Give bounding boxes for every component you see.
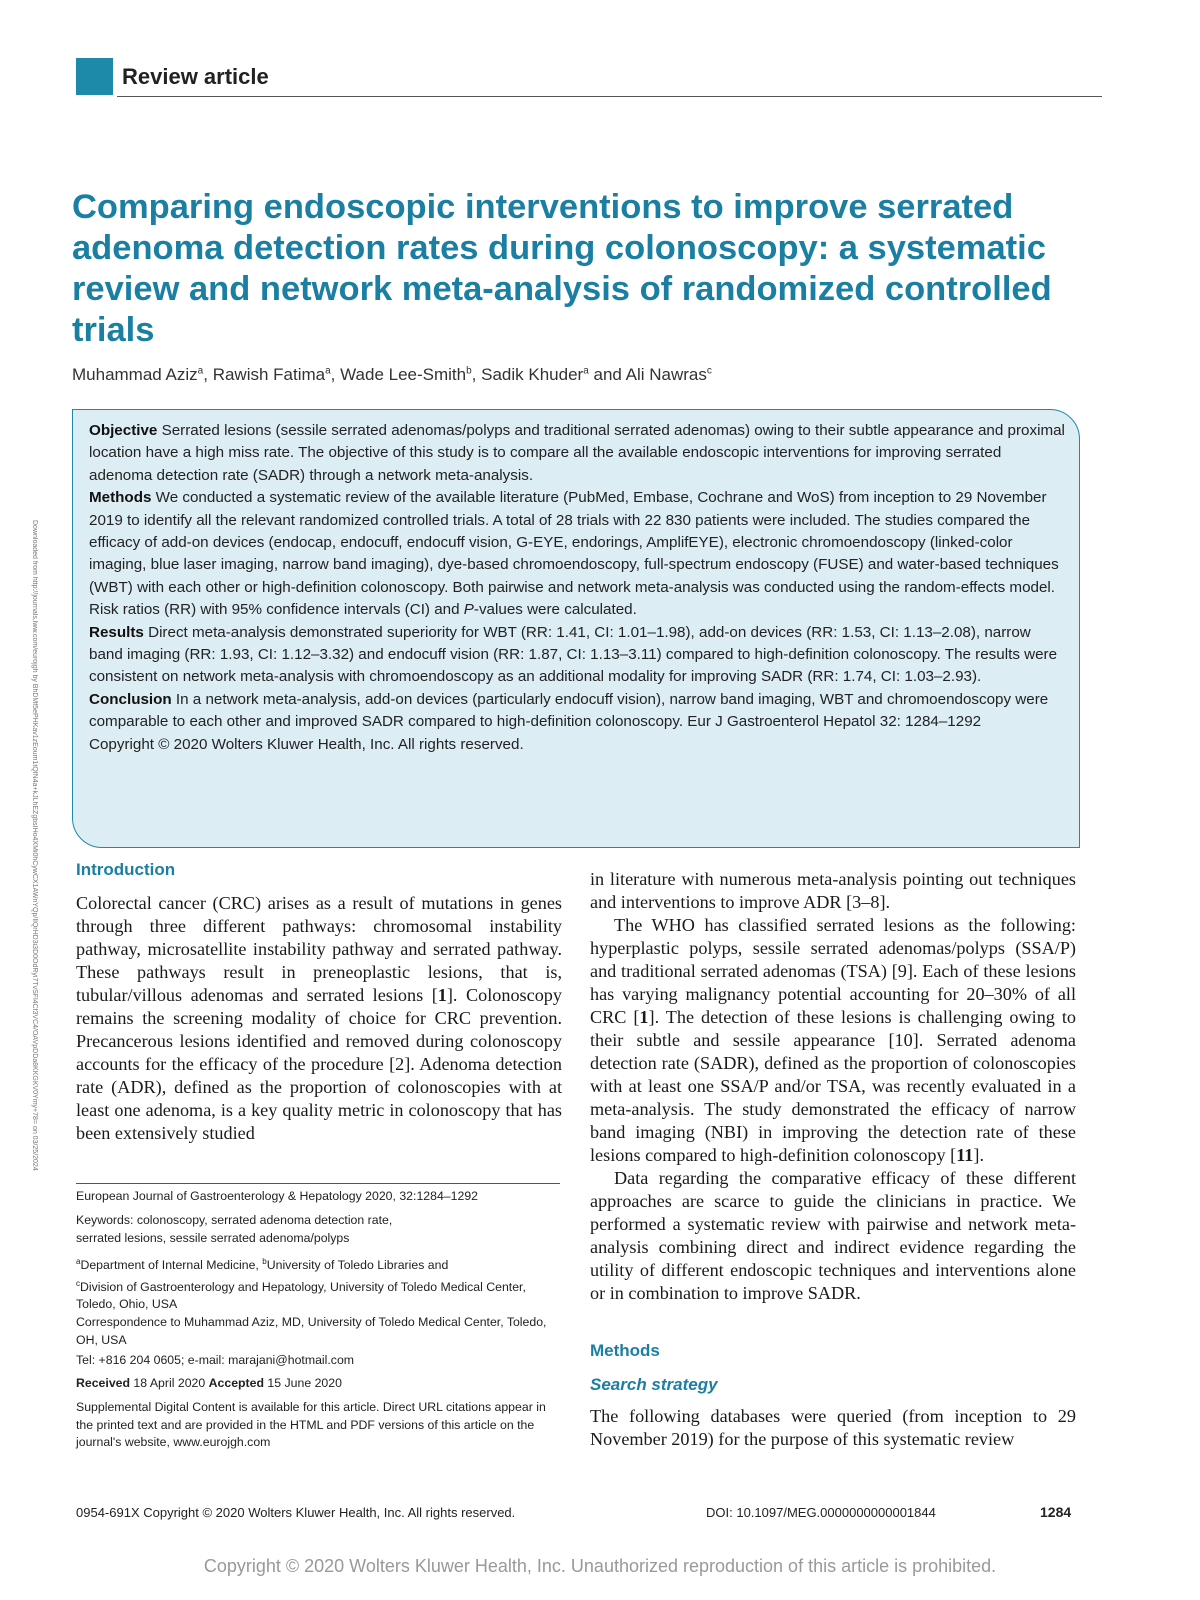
keywords-line: serrated lesions, sessile serrated adenoma/polyps [76, 1230, 350, 1245]
received-label: Received [76, 1376, 131, 1390]
abstract-objective-text: Serrated lesions (sessile serrated adenomas/polyps and traditional serrated adenomas) owing to their subtle appearance and proximal location have a high miss rate. The objective of this study is to compare all the available endoscopic interventions for improving serrated adenoma detection rate (SADR) through a network meta-analysis. [89, 422, 1065, 484]
abstract-results-text: Direct meta-analysis demonstrated superiority for WBT (RR: 1.41, CI: 1.01–1.98), add-on devices (RR: 1.53, CI: 1.13–2.08), narrow band imaging (RR: 1.93, CI: 1.12–3.32) and endocuff vision (RR: 1.87, CI: 1.13–3.11) compared to high-definition colonoscopy. The results were consistent on network meta-analysis with chromoendoscopy as an additional modality for improving SADR (RR: 1.74, CI: 1.03–2.93). [89, 623, 1058, 686]
page-number: 1284 [1040, 1504, 1072, 1520]
intro-text: ]. [973, 1145, 984, 1165]
dates [76, 1375, 566, 1393]
abstract-results-label: Results [89, 623, 144, 641]
citation-ref: 1 [437, 985, 447, 1005]
citation-ref: 11 [956, 1145, 974, 1165]
abstract-objective-label: Objective [89, 422, 158, 439]
body-column-left [76, 860, 562, 1145]
section-heading-methods: Methods [590, 1341, 660, 1360]
abstract-box [72, 409, 1080, 848]
author-affiliation-mark: a [325, 365, 331, 377]
header-rule [117, 96, 1102, 97]
copyright-watermark: Copyright © 2020 Wolters Kluwer Health, Inc. Unauthorized reproduction of this article is prohibited. [203, 1556, 997, 1576]
author-name: Sadik Khuder [481, 365, 584, 384]
author-name: Rawish Fatima [212, 365, 326, 384]
abstract-text [89, 420, 1065, 756]
affiliation-c: Division of Gastroenterology and Hepatology, University of Toledo Medical Center, Toledo, Ohio, USA [76, 1279, 526, 1312]
abstract-p-symbol: P [463, 601, 474, 619]
keywords-line: Keywords: colonoscopy, serrated adenoma detection rate, [76, 1213, 393, 1227]
affiliation-mark: b [262, 1257, 267, 1266]
intro-text: ]. Colonoscopy remains the screening modality of choice for CRC prevention. Precancerous lesions identified and removed during colonoscopy accounts for the efficacy of the procedure [2]. Adenoma detection rate (ADR), defined as the proportion of colonoscopies with at least one adenoma, is a key quality metric in colonoscopy that has been extensively studied [76, 985, 562, 1143]
author-separator: , [471, 365, 482, 384]
side-download-text: Downloaded from http://journals.lww.com/eurojgh by BhDMf5ePHKav1zEoum1tQfN4a+kJLhEZgbsIHo4XMi0hCywCX1AWnYQp/IlQrHD3i3D0OdRyi7TvSFl4Cf3VC4/OAVpDDa8KKGKV0Ymy+78= on 03/25/2024 [31, 520, 38, 1171]
correspondence: Correspondence to Muhammad Aziz, MD, University of Toledo Medical Center, Toledo, OH, USA [76, 1315, 547, 1347]
abstract-methods-text: We conducted a systematic review of the available literature (PubMed, Embase, Cochrane and WoS) from inception to 29 November 2019 to identify all the relevant randomized controlled trials. A total of 28 trials with 22 830 patients were included. The studies compared the efficacy of add-on devices (endocap, endocuff, endocuff vision, G-EYE, endorings, AmplifEYE), electronic chromoendoscopy (linked-color imaging, blue laser imaging, narrow band imaging), dye-based chromoendoscopy, full-spectrum endoscopy (FUSE) and water-based techniques (WBT) with each other or high-definition colonoscopy. Both pairwise and network meta-analysis was conducted using the random-effects model. Risk ratios (RR) with 95% confidence intervals (CI) and [89, 489, 1059, 619]
accepted-label: Accepted [208, 1376, 264, 1390]
body-column-right [590, 868, 1076, 1451]
abstract-copyright: Copyright © 2020 Wolters Kluwer Health, Inc. All rights reserved. [89, 735, 524, 753]
intro-paragraph-1 [76, 892, 562, 1145]
author-name: Muhammad Aziz [72, 365, 198, 384]
affiliation-mark: c [76, 1278, 80, 1288]
citation-ref: 1 [639, 1007, 649, 1027]
supplemental-note: Supplemental Digital Content is available for this article. Direct URL citations appear in the printed text and are provided in the HTML and PDF versions of this article on the journal's website, www.eurojgh.com [76, 1400, 546, 1449]
abstract-conclusion-text: In a network meta-analysis, add-on devices (particularly endocuff vision), narrow band imaging, WBT and chromoendoscopy were comparable to each other and improved SADR compared to high-definition colonoscopy. Eur J Gastroenterol Hepatol 32: 1284–1292 [89, 690, 1049, 731]
intro-paragraph-3: Data regarding the comparative efficacy of these different approaches are scarce to guide the clinicians in practice. We performed a systematic review with pairwise and network meta-analysis combining direct and indirect evidence regarding the utility of different endoscopic techniques and interventions alone or in combination to improve SADR. [590, 1168, 1076, 1303]
accepted-date: 15 June 2020 [264, 1376, 342, 1390]
abstract-methods-text-end: -values were calculated. [473, 601, 637, 619]
received-date: 18 April 2020 [130, 1376, 209, 1390]
side-download-watermark [30, 520, 38, 1240]
author-separator: and [588, 365, 626, 384]
author-separator: , [330, 365, 341, 384]
intro-paragraph-2 [590, 914, 1076, 1167]
subsection-heading-search-strategy: Search strategy [590, 1375, 718, 1394]
contact-info: Tel: +816 204 0605; e-mail: marajani@hotmail.com [76, 1353, 355, 1367]
author-name: Wade Lee-Smith [340, 365, 467, 384]
affiliation-b: University of Toledo Libraries and [266, 1258, 449, 1273]
author-separator: , [203, 365, 213, 384]
author-affiliation-mark: b [466, 365, 472, 377]
methods-paragraph-1: The following databases were queried (from inception to 29 November 2019) for the purpose of this systematic review [590, 1406, 1076, 1449]
affiliations [76, 1253, 566, 1314]
article-title: Comparing endoscopic interventions to improve serrated adenoma detection rates during colonoscopy: a systematic review and network meta-analysis of randomized controlled trials [72, 188, 1052, 349]
intro-paragraph-1-continued: in literature with numerous meta-analysis pointing out techniques and interventions to improve ADR [3–8]. [590, 869, 1076, 912]
abstract-conclusion-label: Conclusion [89, 690, 172, 708]
footnote-rule [76, 1183, 560, 1184]
intro-text: The WHO has classified serrated lesions as the following: hyperplastic polyps, sessile serrated adenomas/polyps (SSA/P) and traditional serrated adenomas (TSA) [9]. Each of these lesions has varying malignancy potential accounting for 20–30% of all CRC [ [590, 915, 1076, 1027]
author-list [72, 365, 1112, 385]
author-affiliation-mark: a [583, 365, 589, 377]
author-affiliation-mark: a [197, 365, 204, 377]
intro-text: ]. The detection of these lesions is challenging owing to their subtle and sessile appearance [10]. Serrated adenoma detection rate (SADR), defined as the proportion of colonoscopies with at least one SSA/P and/or TSA, was recently evaluated in a meta-analysis. The study demonstrated the efficacy of narrow band imaging (NBI) in improving the detection rate of these lesions compared to high-definition colonoscopy [ [590, 1007, 1077, 1165]
footer-doi: DOI: 10.1097/MEG.0000000000001844 [706, 1505, 936, 1520]
keywords [76, 1212, 566, 1247]
section-label: Review article [122, 64, 269, 89]
abstract-methods-label: Methods [89, 489, 152, 507]
section-color-block [76, 58, 113, 95]
section-heading-introduction: Introduction [76, 860, 176, 879]
author-name: Ali Nawras [625, 365, 707, 384]
intro-text: Colorectal cancer (CRC) arises as a result of mutations in genes through three different pathways: chromosomal instability pathway, microsatellite instability pathway and serrated pathway. These pathways result in preneoplastic lesions, that is, tubular/villous adenomas and serrated lesions [ [76, 893, 562, 1005]
affiliation-mark: a [76, 1257, 81, 1266]
footer-issn-copyright: 0954-691X Copyright © 2020 Wolters Kluwer Health, Inc. All rights reserved. [76, 1505, 516, 1520]
journal-citation: European Journal of Gastroenterology & Hepatology 2020, 32:1284–1292 [76, 1189, 478, 1203]
author-affiliation-mark: c [706, 365, 712, 377]
affiliation-a: Department of Internal Medicine, [80, 1258, 263, 1273]
